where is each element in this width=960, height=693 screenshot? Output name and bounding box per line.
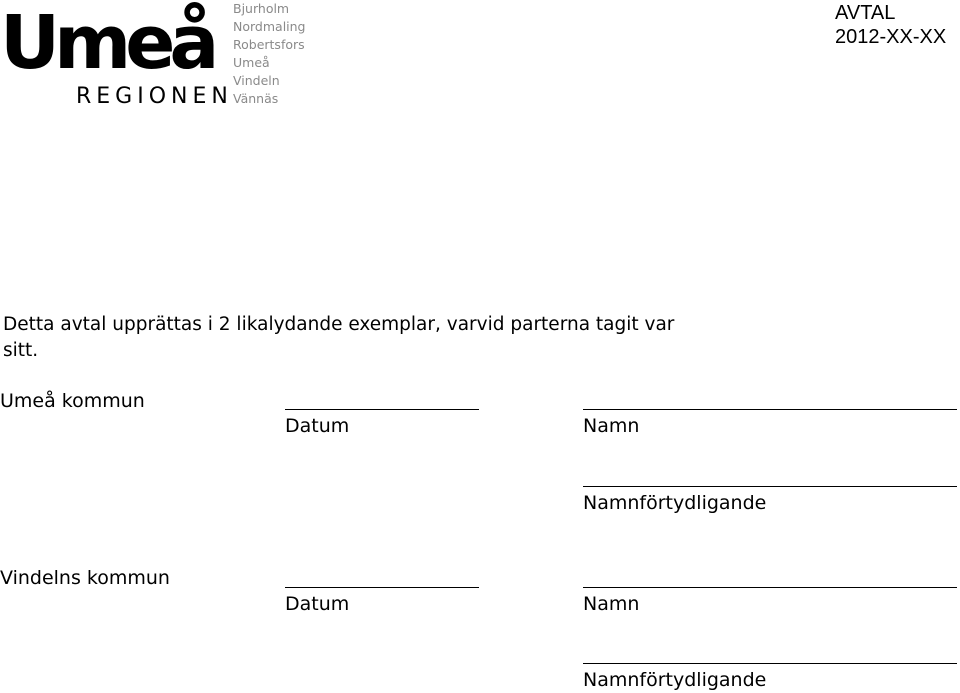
party-name: Umeå kommun	[0, 390, 145, 412]
municipality-item: Umeå	[233, 55, 270, 70]
name-label: Namn	[583, 593, 640, 615]
clarification-label: Namnförtydligande	[583, 492, 767, 514]
date-signature-line	[285, 587, 479, 588]
logo-subtitle: REGIONEN	[76, 84, 233, 109]
municipality-item: Vännäs	[233, 91, 279, 106]
date-label: Datum	[285, 593, 350, 615]
municipality-list	[233, 0, 306, 108]
name-signature-line	[583, 409, 957, 410]
document-header	[835, 1, 946, 49]
municipality-item: Robertsfors	[233, 37, 305, 52]
document-date: 2012-XX-XX	[835, 26, 947, 48]
name-label: Namn	[583, 415, 640, 437]
clarification-signature-line	[583, 486, 957, 487]
clarification-label: Namnförtydligande	[583, 669, 767, 691]
date-label: Datum	[285, 415, 350, 437]
municipality-item: Nordmaling	[233, 19, 306, 34]
date-signature-line	[285, 409, 479, 410]
name-signature-line	[583, 587, 957, 588]
municipality-item: Bjurholm	[233, 1, 290, 16]
municipality-item: Vindeln	[233, 73, 280, 88]
document-type: AVTAL	[835, 2, 896, 24]
party-name: Vindelns kommun	[0, 567, 170, 589]
agreement-statement: Detta avtal upprättas i 2 likalydande exemplar, varvid parterna tagit var sitt.	[3, 314, 675, 361]
umea-regionen-logo	[0, 0, 233, 109]
logo-wordmark: Umeå	[0, 0, 214, 86]
clarification-signature-line	[583, 663, 957, 664]
